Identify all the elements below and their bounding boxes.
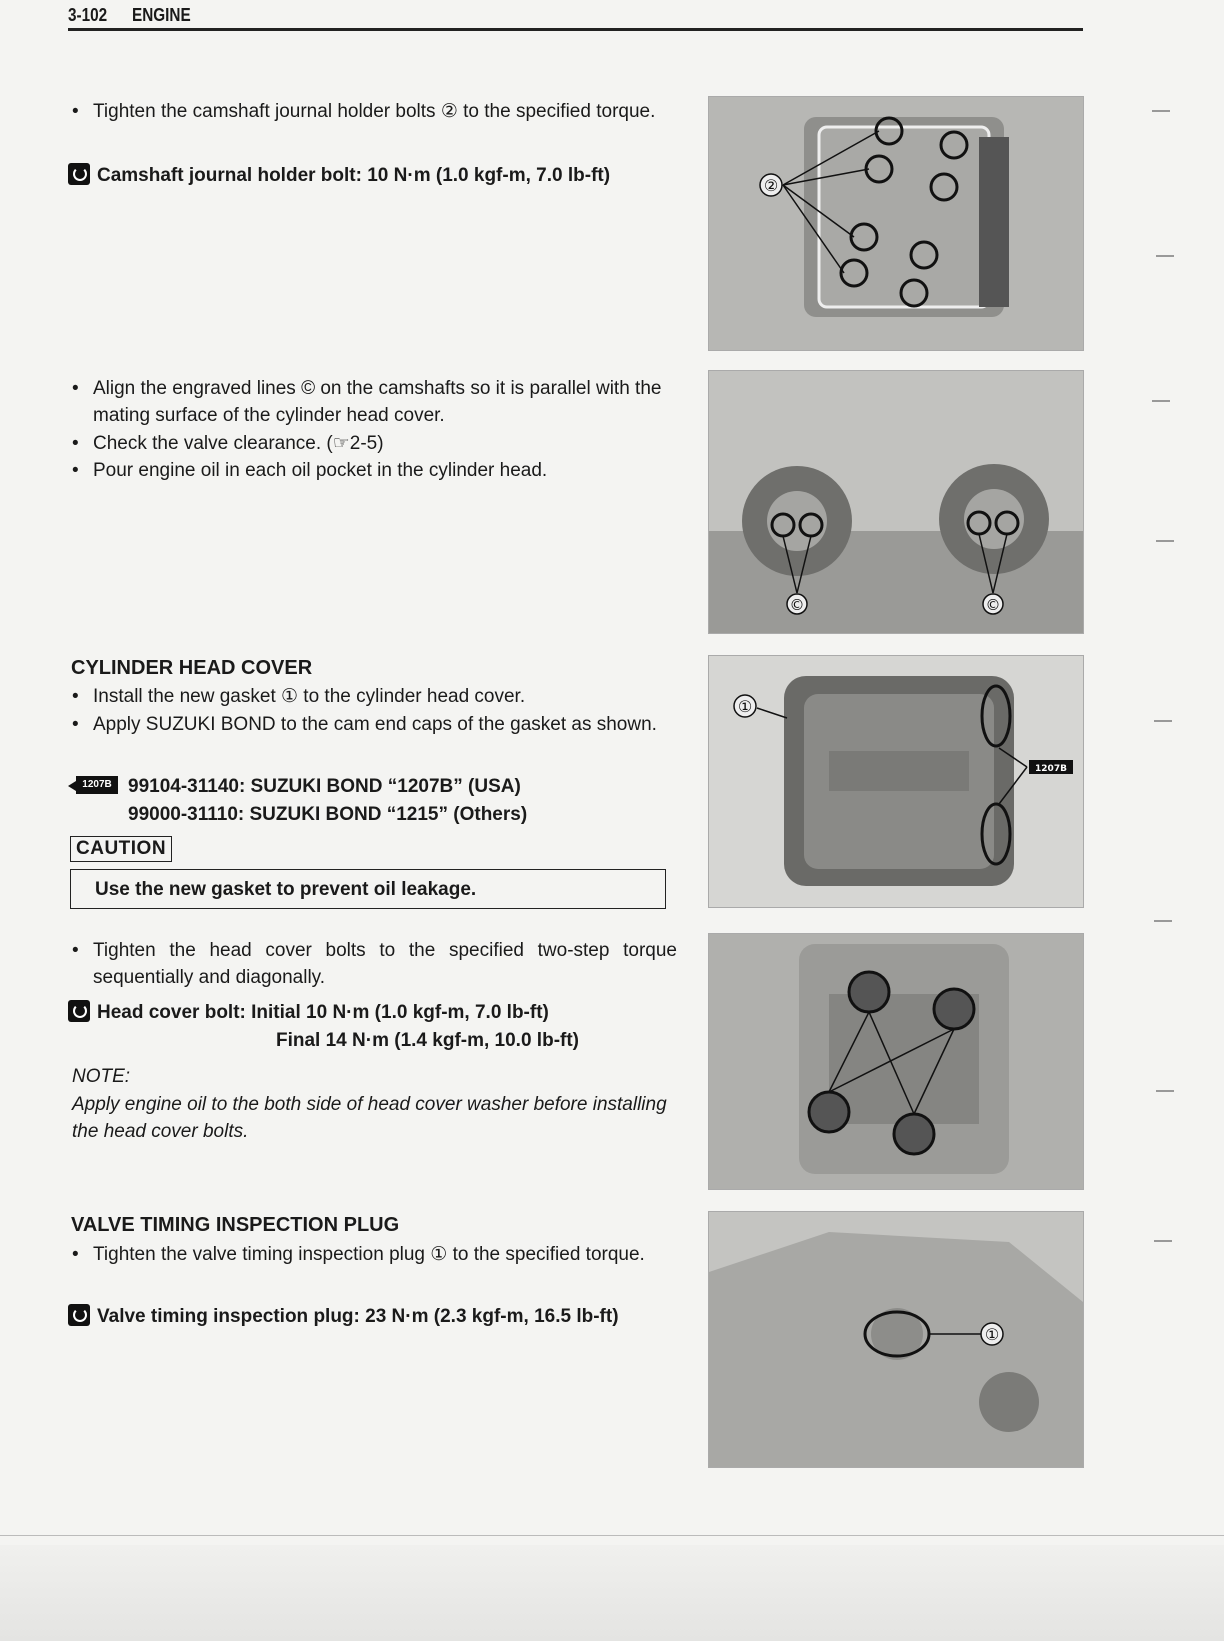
photo1-callout: ② [763, 176, 779, 195]
heading-cylinder-head-cover: CYLINDER HEAD COVER [71, 657, 313, 679]
bond-spec-others: 99000-31110: SUZUKI BOND “1215” (Others) [128, 804, 528, 825]
bullet-text: Tighten the camshaft journal holder bolts ② to the specified torque. [93, 101, 656, 122]
photo2-callout-left: © [789, 596, 805, 614]
torque-wrench-icon [68, 1000, 90, 1022]
bullet-dot: • [72, 1244, 79, 1265]
photo2-callout-right: © [985, 596, 1001, 614]
footer-divider [0, 1535, 1224, 1536]
bullet-apply-bond [72, 711, 677, 738]
bullet-text: Install the new gasket ① to the cylinder head cover. [93, 686, 526, 707]
bullet-pour-oil [72, 457, 677, 484]
bullet-text: Apply SUZUKI BOND to the cam end caps of the gasket as shown. [93, 714, 657, 735]
bond-text-usa: 99104-31140: SUZUKI BOND “1207B” (USA) [128, 776, 521, 797]
photo3-callout: ① [737, 697, 753, 716]
bullet-camshaft-bolts [72, 98, 677, 125]
note-label: NOTE: [72, 1066, 131, 1087]
bullet-dot: • [72, 686, 79, 707]
caution-box: Use the new gasket to prevent oil leakage. [70, 869, 666, 909]
torque-spec-text: Valve timing inspection plug: 23 N·m (2.3 kgf-m, 16.5 lb-ft) [97, 1306, 619, 1327]
bullet-head-cover-bolts [72, 937, 677, 991]
torque-spec-text: Camshaft journal holder bolt: 10 N·m (1.0 kgf-m, 7.0 lb-ft) [97, 165, 611, 186]
bullet-dot: • [72, 433, 79, 454]
torque-spec-camshaft [68, 162, 610, 189]
bond-tube-icon [68, 776, 124, 794]
bullet-align-lines [72, 375, 677, 429]
torque-spec-head-cover-initial [68, 999, 549, 1026]
bullet-text: Tighten the head cover bolts to the specified two-step torque sequentially and diagonally. [93, 940, 677, 988]
bullet-dot: • [72, 460, 79, 481]
bullet-valve-timing-plug [72, 1241, 677, 1268]
photo-camshaft-engraved-lines [708, 370, 1084, 634]
bond-icon-label: 1207B [76, 776, 118, 794]
bullet-text: Align the engraved lines © on the camshafts so it is parallel with the mating surface of the cylinder head cover. [93, 378, 662, 426]
photo5-callout: ① [984, 1325, 1000, 1344]
bullet-dot: • [72, 940, 79, 961]
photo-valve-timing-plug [708, 1211, 1084, 1468]
torque-spec-head-cover-final: Final 14 N·m (1.4 kgf-m, 10.0 lb-ft) [276, 1030, 579, 1051]
bullet-text: Pour engine oil in each oil pocket in the cylinder head. [93, 460, 548, 481]
bullet-dot: • [72, 378, 79, 399]
bullet-text: Tighten the valve timing inspection plug ① to the specified torque. [93, 1244, 645, 1265]
note-text: Apply engine oil to the both side of head cover washer before installing the head cover bolts. [72, 1094, 667, 1142]
bullet-valve-clearance [72, 430, 677, 457]
torque-wrench-icon [68, 163, 90, 185]
page-number: 3-102 [68, 5, 108, 25]
photo-head-cover-bolts [708, 933, 1084, 1190]
bullet-dot: • [72, 101, 79, 122]
scan-bottom-shade [0, 1545, 1224, 1641]
bond-spec-usa [68, 773, 521, 800]
torque-spec-valve-timing [68, 1303, 619, 1330]
bullet-dot: • [72, 714, 79, 735]
photo-camshaft-journal-holders [708, 96, 1084, 351]
photo3-bond-icon: 1207B [1035, 764, 1067, 774]
caution-label: CAUTION [70, 836, 172, 862]
page-header [68, 2, 1083, 31]
bullet-install-gasket [72, 683, 677, 710]
photo-cylinder-head-cover [708, 655, 1084, 908]
torque-wrench-icon [68, 1304, 90, 1326]
scan-margin-marks [1146, 80, 1224, 1500]
bullet-text: Check the valve clearance. (☞2-5) [93, 433, 384, 454]
section-title: ENGINE [132, 5, 191, 25]
heading-valve-timing: VALVE TIMING INSPECTION PLUG [71, 1214, 400, 1236]
torque-spec-text: Head cover bolt: Initial 10 N·m (1.0 kgf-m, 7.0 lb-ft) [97, 1002, 549, 1023]
